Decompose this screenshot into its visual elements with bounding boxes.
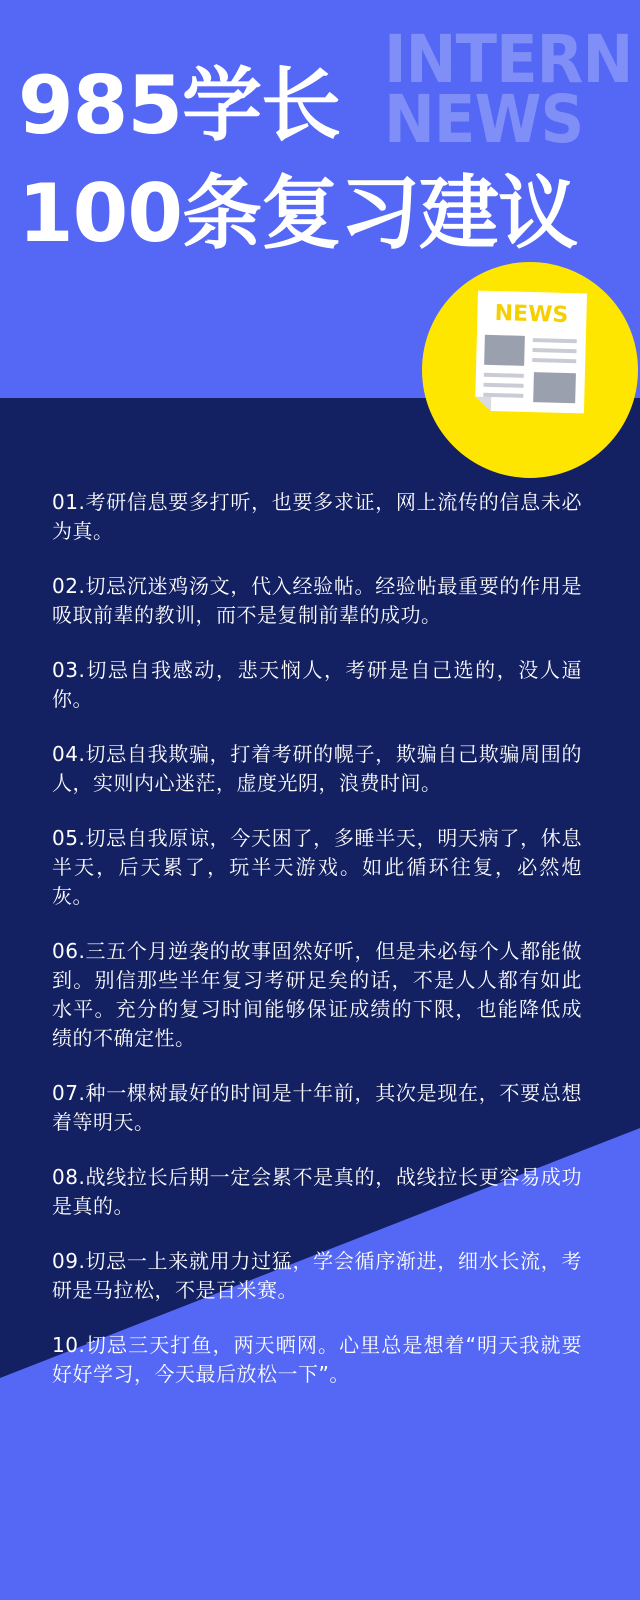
list-item: 07.种一棵树最好的时间是十年前，其次是现在，不要总想着等明天。 xyxy=(52,1081,582,1134)
list-item: 04.切忌自我欺骗，打着考研的幌子，欺骗自己欺骗周围的人，实则内心迷茫，虚度光阴，浪费时间。 xyxy=(52,742,582,795)
list-item: 06.三五个月逆袭的故事固然好听，但是未必每个人都能做到。别信那些半年复习考研足矣的话，不是人人都有如此水平。充分的复习时间能够保证成绩的下限，也能降低成绩的不确定性。 xyxy=(52,939,582,1050)
list-item: 10.切忌三天打鱼，两天晒网。心里总是想着“明天我就要好好学习，今天最后放松一下”。 xyxy=(52,1333,582,1386)
badge-label: NEWS xyxy=(494,301,569,328)
newspaper-photo-1 xyxy=(484,335,525,366)
list-item: 03.切忌自我感动，悲天悯人，考研是自己选的，没人逼你。 xyxy=(52,658,582,711)
watermark-line-1: INTERN xyxy=(384,21,633,98)
advice-list xyxy=(52,488,582,1415)
list-item: 05.切忌自我原谅，今天困了，多睡半天，明天病了，休息半天，后天累了，玩半天游戏。如此循环往复，必然炮灰。 xyxy=(52,826,582,908)
title-line-2: 100条复习建议 xyxy=(18,167,577,260)
list-item: 02.切忌沉迷鸡汤文，代入经验帖。经验帖最重要的作用是吸取前辈的教训，而不是复制前辈的成功。 xyxy=(52,574,582,627)
list-item: 01.考研信息要多打听，也要多求证，网上流传的信息未必为真。 xyxy=(52,490,582,543)
list-item: 09.切忌一上来就用力过猛，学会循序渐进，细水长流，考研是马拉松，不是百米赛。 xyxy=(52,1249,582,1302)
list-item: 08.战线拉长后期一定会累不是真的，战线拉长更容易成功是真的。 xyxy=(52,1165,582,1218)
newspaper-icon xyxy=(420,260,640,480)
watermark-line-2: NEWS xyxy=(384,81,584,158)
title-line-1: 985学长 xyxy=(18,59,340,152)
page-title xyxy=(18,52,577,268)
newspaper-photo-2 xyxy=(533,372,576,403)
